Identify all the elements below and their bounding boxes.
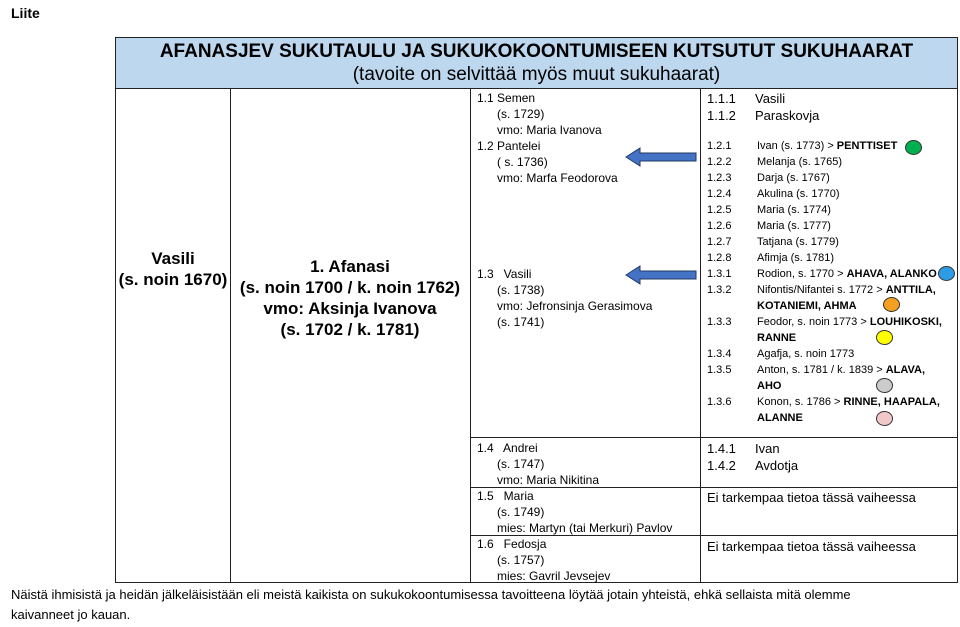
child-1-6-dates: (s. 1757) [497,553,545,567]
grandchild-1-1-2: 1.1.2 Paraskovja [707,108,820,123]
grandchild-1-3-6-cont: ALANNE [757,412,803,424]
child-1-5-spouse: mies: Martyn (tai Merkuri) Pavlov [497,521,673,535]
gen1-dates: (s. noin 1700 / k. noin 1762) [239,278,461,297]
grandchild-1-2-6: 1.2.6 Maria (s. 1777) [707,220,831,232]
grandchild-1-3-3: 1.3.3 Feodor, s. noin 1773 > LOUHIKOSKI, [707,316,942,328]
child-1-1-spouse: vmo: Maria Ivanova [497,123,602,137]
footer-note: Näistä ihmisistä ja heidän jälkeläisistään eli meistä kaikista on sukukokoontumisessa tavoitteena löytää jotain yhteistä, ehkä sellaista mitä olemme kaivanneet jo kauan. [11,587,851,622]
child-1-2-spouse: vmo: Marfa Feodorova [497,171,618,185]
divider-col2 [470,88,471,582]
grandchildren-1-4 [707,440,798,474]
gen1-spouse-dates: (s. 1702 / k. 1781) [280,320,420,339]
branch-marker-yellow-icon [876,330,893,345]
grandchild-1-2-8: 1.2.8 Afimja (s. 1781) [707,252,835,264]
page-title: AFANASJEV SUKUTAULU JA SUKUKOKOONTUMISEEN KUTSUTUT SUKUHAARAT [159,41,914,62]
branch-marker-pink-icon [876,411,893,426]
grandchildren-1-2 [707,138,897,266]
child-1-2-dates: ( s. 1736) [497,155,548,169]
child-1-3-dates: (s. 1738) [497,283,545,297]
gen0-dates: (s. noin 1670) [118,270,228,289]
grandchildren-1-1 [707,90,819,124]
no-info-1-6: Ei tarkempaa tietoa tässä vaiheessa [707,539,916,554]
grandchild-1-3-6: 1.3.6 Konon, s. 1786 > RINNE, HAAPALA, [707,396,940,408]
grandchild-1-2-7: 1.2.7 Tatjana (s. 1779) [707,236,839,248]
grandchildren-1-3 [707,266,942,426]
child-1-6 [477,536,610,584]
child-1-5-name: 1.5 Maria [477,489,534,503]
child-1-3-spouse-dates: (s. 1741) [497,315,545,329]
grandchild-1-3-3-cont: RANNE [757,332,797,344]
gen0-name: Vasili [151,249,195,268]
divider-title [116,88,957,89]
child-1-1 [477,90,602,138]
child-1-6-name: 1.6 Fedosja [477,537,547,551]
grandchild-1-3-2: 1.3.2 Nifontis/Nifantei s. 1772 > ANTTILA, [707,284,936,296]
header-label: Liite [11,5,40,21]
grandchild-1-3-4: 1.3.4 Agafja, s. noin 1773 [707,348,855,360]
child-1-2 [477,138,618,186]
child-1-1-dates: (s. 1729) [497,107,545,121]
grandchild-1-2-1: 1.2.1 Ivan (s. 1773) > PENTTISET [707,140,898,152]
branch-marker-orange-icon [883,297,900,312]
grandchild-1-1-1: 1.1.1 Vasili [707,91,786,106]
gen1-person [232,256,468,340]
child-1-4-spouse: vmo: Maria Nikitina [497,473,600,487]
branch-marker-green-icon [905,140,922,155]
arrow-left-icon [618,147,698,167]
child-1-1-name: 1.1 Semen [477,91,536,105]
grandchild-1-3-5: 1.3.5 Anton, s. 1781 / k. 1839 > ALAVA, [707,364,926,376]
gen1-name: 1. Afanasi [310,257,390,276]
no-info-1-5: Ei tarkempaa tietoa tässä vaiheessa [707,490,916,505]
grandchild-1-4-2: 1.4.2 Avdotja [707,458,799,473]
child-1-5 [477,488,672,536]
divider-row-1-4 [470,437,957,438]
divider-col3 [700,88,701,582]
gen1-spouse: vmo: Aksinja Ivanova [263,299,437,318]
arrow-left-icon [618,265,698,285]
child-1-6-spouse: mies: Gavril Jevsejev [497,569,611,583]
grandchild-1-4-1: 1.4.1 Ivan [707,441,780,456]
child-1-4 [477,440,599,488]
branch-marker-blue-icon [938,266,955,281]
grandchild-1-3-1: 1.3.1 Rodion, s. 1770 > AHAVA, ALANKO [707,268,937,280]
grandchild-1-3-5-cont: AHO [757,380,782,392]
page-subtitle: (tavoite on selvittää myös muut sukuhaarat) [352,64,721,85]
grandchild-1-2-3: 1.2.3 Darja (s. 1767) [707,172,830,184]
child-1-5-dates: (s. 1749) [497,505,545,519]
child-1-4-dates: (s. 1747) [497,457,545,471]
grandchild-1-2-2: 1.2.2 Melanja (s. 1765) [707,156,842,168]
divider-col1 [230,88,231,582]
child-1-3-name: 1.3 Vasili [477,267,532,281]
grandchild-1-2-5: 1.2.5 Maria (s. 1774) [707,204,831,216]
gen0-person [118,248,228,290]
grandchild-1-2-4: 1.2.4 Akulina (s. 1770) [707,188,840,200]
child-1-4-name: 1.4 Andrei [477,441,538,455]
child-1-2-name: 1.2 Pantelei [477,139,541,153]
branch-marker-gray-icon [876,378,893,393]
grandchild-1-3-2-cont: KOTANIEMI, AHMA [757,300,857,312]
child-1-3-spouse: vmo: Jefronsinja Gerasimova [497,299,653,313]
